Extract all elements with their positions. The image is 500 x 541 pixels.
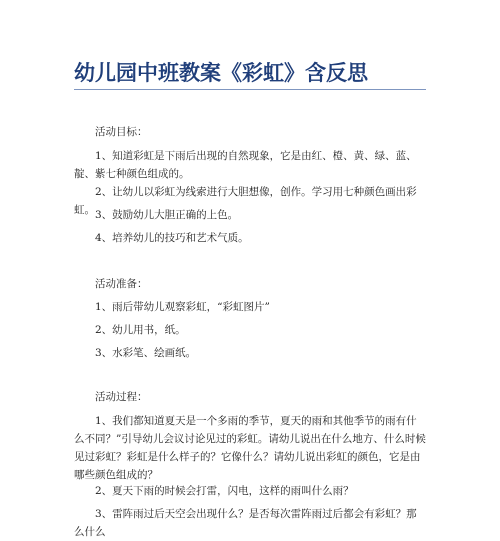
process-heading: 活动过程： [95, 391, 148, 403]
prep-heading: 活动准备： [95, 278, 148, 290]
prep-item: 2、幼儿用书，纸。 [95, 324, 186, 336]
prep-item: 3、水彩笔、绘画纸。 [95, 347, 197, 359]
prep-item: 1、雨后带幼儿观察彩虹，“彩虹图片” [95, 301, 270, 313]
goals-item: 2、让幼儿以彩虹为线索进行大胆想像，创作。学习用七种颜色画出彩虹。 [74, 186, 417, 216]
goals-item: 1、知道彩虹是下雨后出现的自然现象，它是由红、橙、黄、绿、蓝、靛、紫七种颜色组成的。 [74, 150, 417, 180]
title-underline [74, 89, 426, 90]
process-item: 1、我们都知道夏天是一个多雨的季节，夏天的雨和其他季节的雨有什么不同？”引导幼儿会议讨论见过的彩虹。请幼儿说出在什么地方、什么时候见过彩虹？彩虹是什么样子的？它像什么？请幼儿说出彩虹的颜色，它是由哪些颜色组成的？ [74, 415, 426, 481]
goals-item: 3、鼓励幼儿大胆正确的上色。 [95, 209, 239, 221]
process-item: 2、夏天下雨的时候会打雷，闪电，这样的雨叫什么雨？ [95, 485, 354, 497]
process-item: 3、雷阵雨过后天空会出现什么？是否每次雷阵雨过后都会有彩虹？那么什么 [74, 508, 417, 538]
document-title: 幼儿园中班教案《彩虹》含反思 [74, 61, 368, 85]
goals-heading: 活动目标： [95, 126, 148, 138]
goals-item: 4、培养幼儿的技巧和艺术气质。 [95, 232, 249, 244]
